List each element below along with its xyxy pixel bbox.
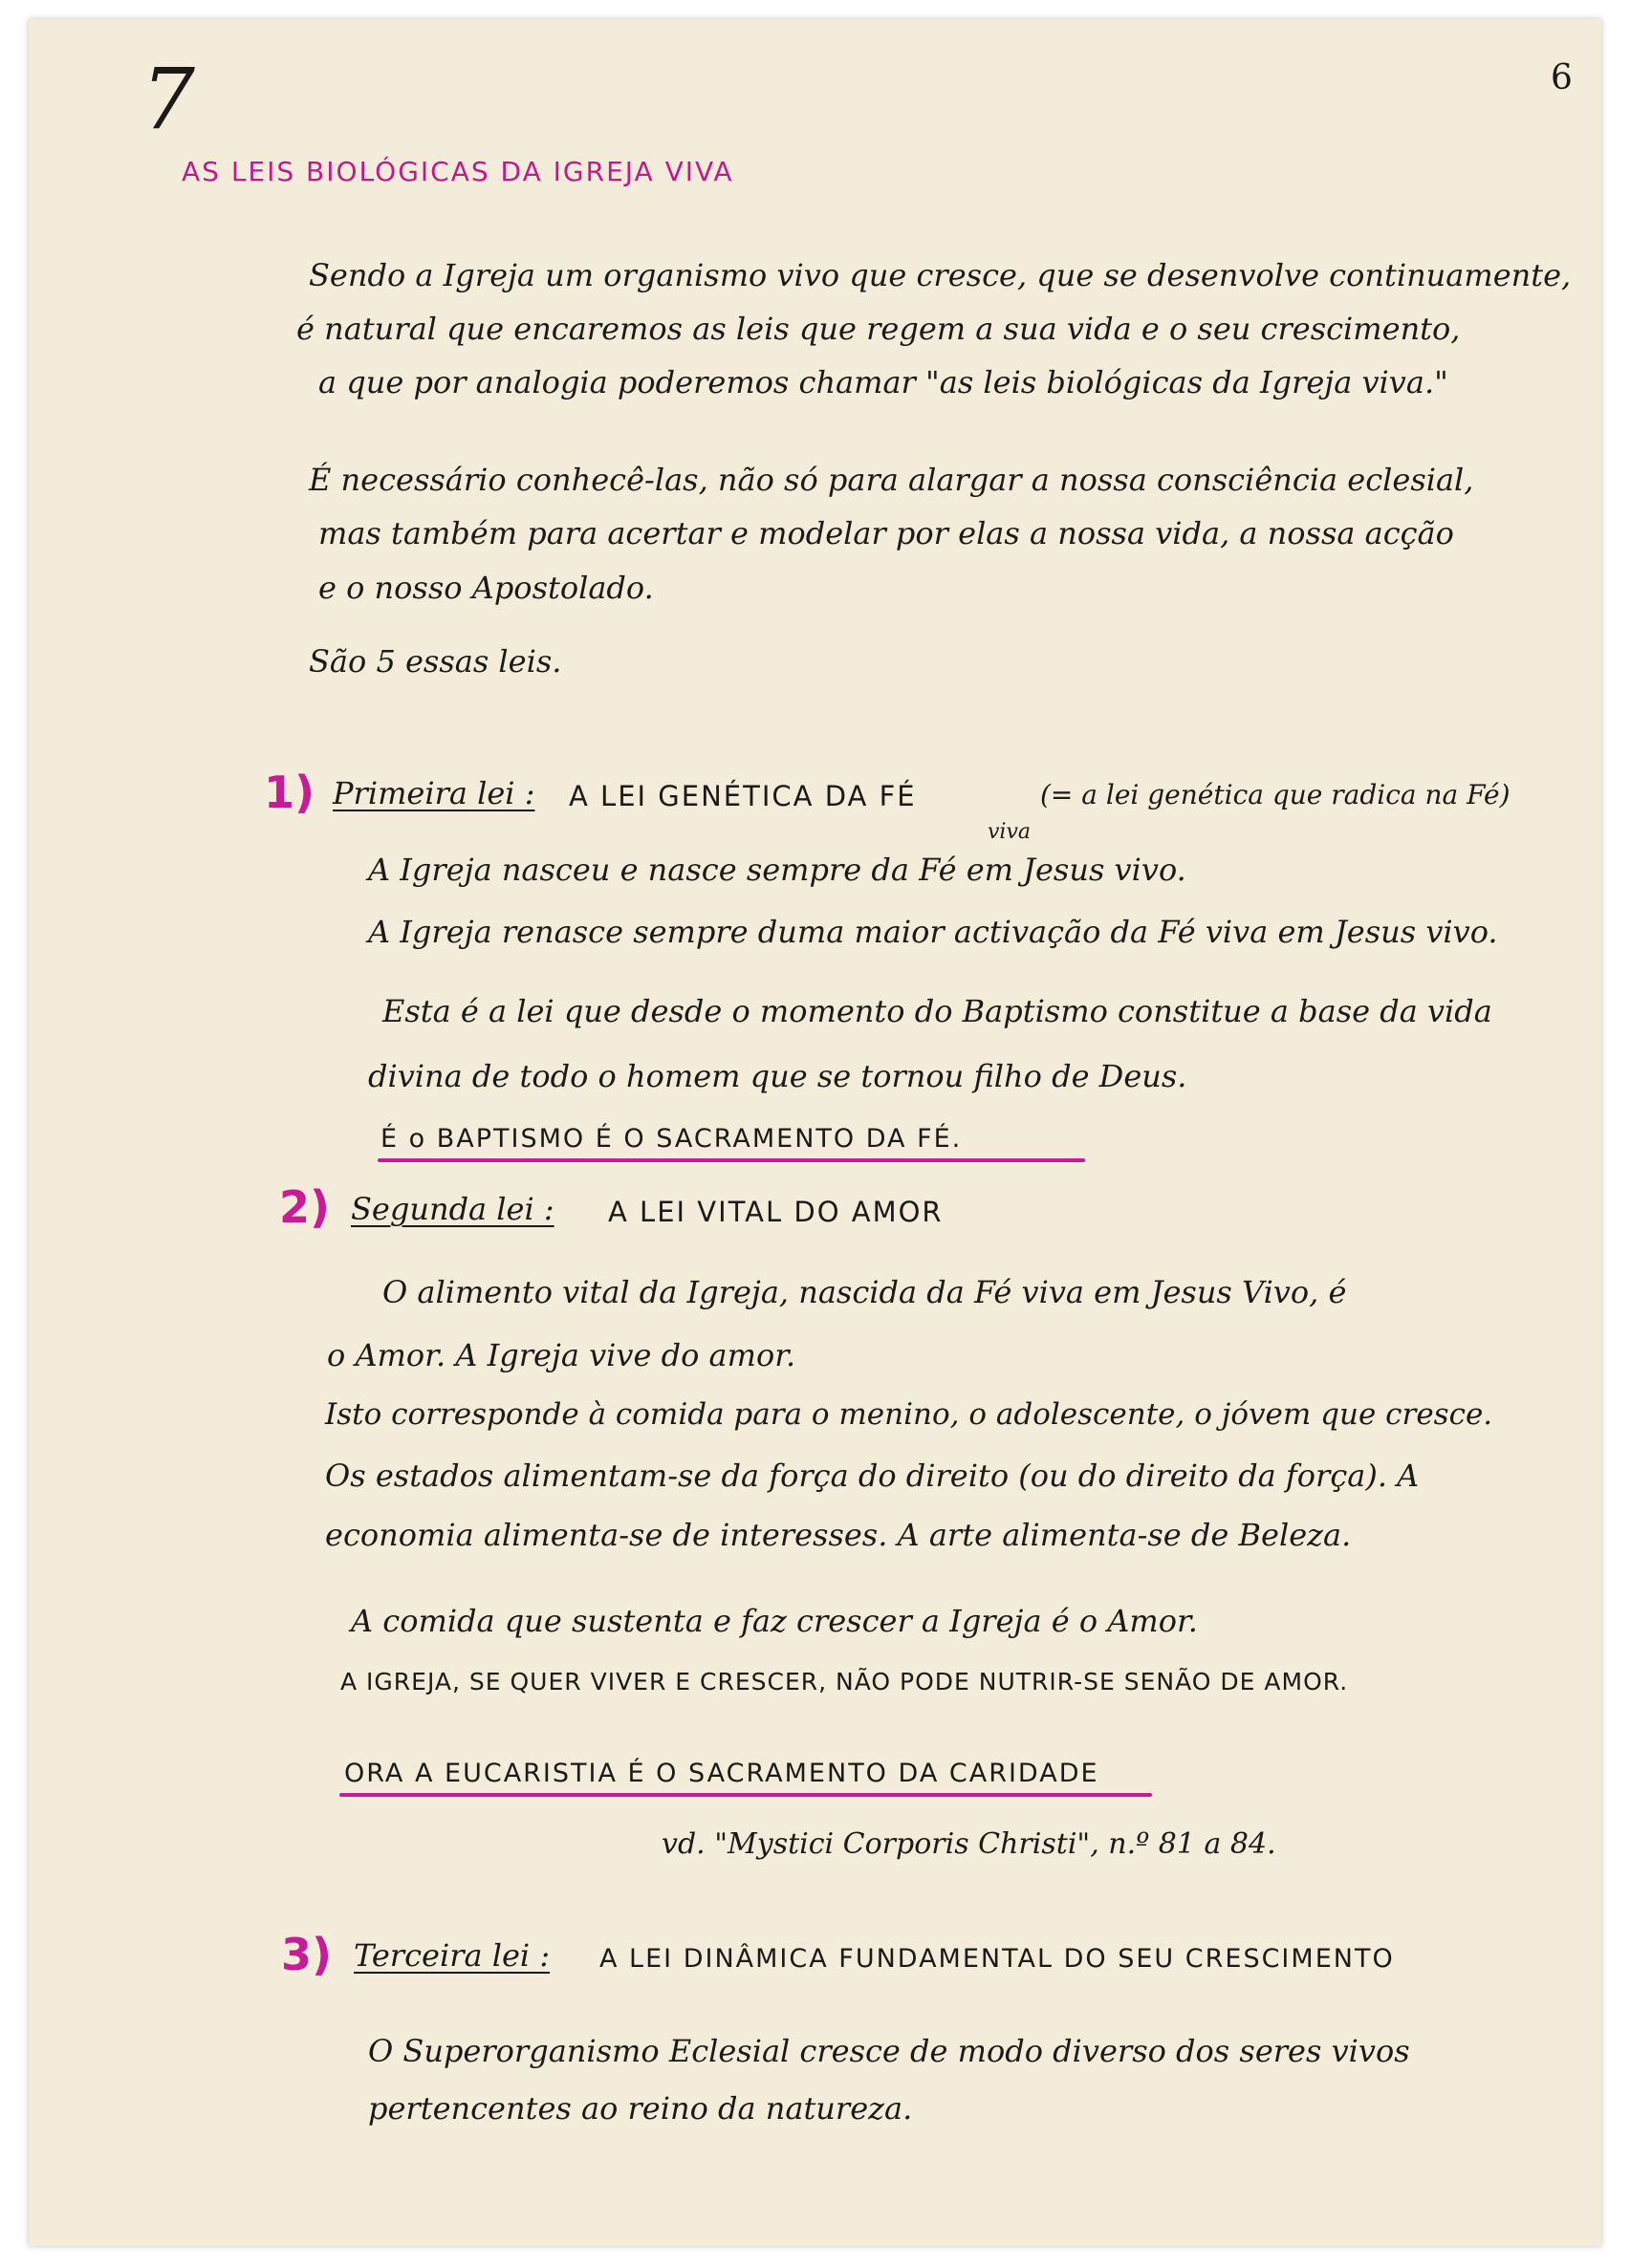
section-mark: 7 xyxy=(141,50,195,148)
law-line: A comida que sustenta e faz crescer a Igreja é o Amor. xyxy=(351,1603,1198,1639)
intro-line: Sendo a Igreja um organismo vivo que cresce, que se desenvolve continuamente, xyxy=(309,257,1572,293)
law-line: A Igreja nasceu e nasce sempre da Fé em Jesus vivo. xyxy=(368,852,1186,888)
intro-line: São 5 essas leis. xyxy=(309,643,562,680)
law-label: Primeira lei : xyxy=(333,775,535,811)
law-heading: A LEI VITAL DO AMOR xyxy=(608,1196,944,1228)
law-line: pertencentes ao reino da natureza. xyxy=(368,2090,913,2127)
law-line: Isto corresponde à comida para o menino, o adolescente, o jóvem que cresce. xyxy=(325,1397,1493,1432)
page-number: 6 xyxy=(1551,58,1573,97)
law-label: Segunda lei : xyxy=(351,1191,554,1227)
law-gloss: (= a lei genética que radica na Fé) xyxy=(1040,779,1510,810)
intro-line: É necessário conhecê-las, não só para alargar a nossa consciência eclesial, xyxy=(309,462,1474,498)
law-line: O Superorganismo Eclesial cresce de modo diverso dos seres vivos xyxy=(368,2033,1410,2069)
law-number: 2) xyxy=(279,1181,331,1233)
law-line: A Igreja renasce sempre duma maior activação da Fé viva em Jesus vivo. xyxy=(368,914,1498,950)
law-line: O alimento vital da Igreja, nascida da Fé viva em Jesus Vivo, é xyxy=(382,1274,1347,1310)
law-heading: A LEI GENÉTICA DA FÉ xyxy=(569,780,917,812)
intro-line: a que por analogia poderemos chamar "as leis biológicas da Igreja viva." xyxy=(318,364,1448,400)
intro-line: e o nosso Apostolado. xyxy=(318,570,654,606)
law-line: Os estados alimentam-se da força do direito (ou do direito da força). A xyxy=(325,1458,1420,1494)
law-line: Esta é a lei que desde o momento do Baptismo constitue a base da vida xyxy=(382,993,1492,1029)
law-sacrament: É o BAPTISMO É O SACRAMENTO DA FÉ. xyxy=(380,1124,963,1154)
law-label: Terceira lei : xyxy=(354,1937,551,1974)
insert-word: viva xyxy=(988,820,1032,844)
law-line: economia alimenta-se de interesses. A arte alimenta-se de Beleza. xyxy=(325,1517,1352,1553)
law-line: divina de todo o homem que se tornou filho de Deus. xyxy=(368,1058,1187,1094)
paper-sheet xyxy=(29,19,1601,2246)
intro-line: é natural que encaremos as leis que regem a sua vida e o seu crescimento, xyxy=(296,311,1461,347)
law-line: o Amor. A Igreja vive do amor. xyxy=(327,1337,796,1373)
law-sacrament: ORA A EUCARISTIA É O SACRAMENTO DA CARIDADE xyxy=(344,1759,1099,1788)
law-emphasis: A IGREJA, SE QUER VIVER E CRESCER, NÃO PODE NUTRIR-SE SENÃO DE AMOR. xyxy=(340,1668,1349,1696)
sacrament-underline xyxy=(378,1158,1085,1162)
page-title: AS LEIS BIOLÓGICAS DA IGREJA VIVA xyxy=(182,156,734,187)
law-number: 3) xyxy=(281,1929,333,1980)
law-number: 1) xyxy=(264,767,315,818)
law-reference: vd. "Mystici Corporis Christi", n.º 81 a 84. xyxy=(662,1827,1276,1861)
sacrament-underline xyxy=(339,1793,1152,1797)
law-heading: A LEI DINÂMICA FUNDAMENTAL DO SEU CRESCIMENTO xyxy=(599,1944,1395,1974)
intro-line: mas também para acertar e modelar por elas a nossa vida, a nossa acção xyxy=(318,515,1454,551)
